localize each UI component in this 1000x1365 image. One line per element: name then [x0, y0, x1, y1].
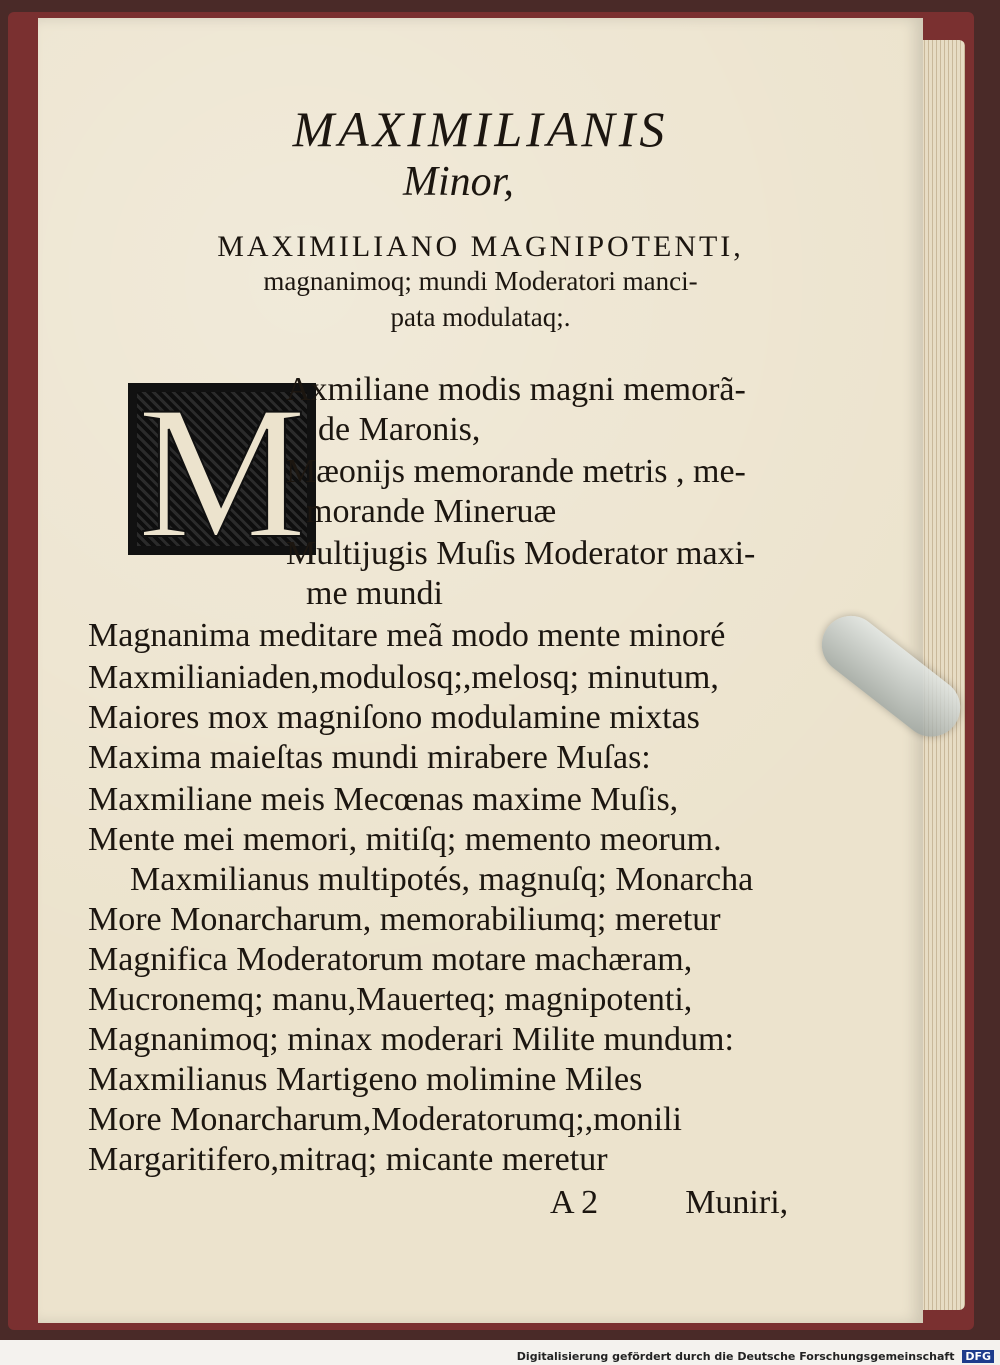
initial-letter: M	[137, 383, 307, 555]
poem-line: Mente mei memori, mitiſq; memento meorum.	[88, 821, 722, 858]
poem-line: Magnifica Moderatorum motare machæram,	[88, 941, 693, 978]
poem-line: Maxmiliane meis Mecœnas maxime Muſis,	[88, 781, 679, 818]
poem-line: Maxima maieſtas mundi mirabere Muſas:	[88, 739, 651, 776]
dfg-logo: DFG	[962, 1350, 994, 1363]
poem-line: Maxmilianiaden,modulosq;,melosq; minutum,	[88, 659, 719, 696]
poem-line: Maxmilianus Martigeno molimine Miles	[88, 1061, 643, 1098]
poem-line: More Monarcharum,Moderatorumq;,monili	[88, 1101, 682, 1138]
poem-line: Margaritifero,mitraq; micante meretur	[88, 1141, 608, 1178]
title-line-2: Minor,	[403, 159, 514, 205]
poem-line: More Monarcharum, memorabiliumq; meretur	[88, 901, 721, 938]
subtitle-line: magnanimoq; mundi Moderatori manci-	[263, 266, 698, 296]
title-line-1: MAXIMILIANIS	[292, 101, 669, 157]
poem-line: Maiores mox magniſono modulamine mixtas	[88, 699, 700, 736]
funding-footer	[517, 1350, 994, 1363]
poem-line: Mæonijs memorande metris , me-	[286, 453, 746, 490]
dedication-heading: MAXIMILIANO MAGNIPOTENTI,	[217, 230, 744, 263]
poem-line: Maxmilianus multipotés, magnuſq; Monarcha	[130, 861, 754, 898]
catchword: Muniri,	[685, 1184, 789, 1221]
funding-text: Digitalisierung gefördert durch die Deutsche Forschungsgemeinschaft	[516, 1350, 955, 1363]
dedication-subtitle	[38, 263, 923, 335]
page-footer-line	[550, 1184, 788, 1222]
poem-line: Magnanimoq; minax moderari Milite mundum:	[88, 1021, 734, 1058]
poem-line: Mucronemq; manu,Mauerteq; magnipotenti,	[88, 981, 693, 1018]
poem-line: Multijugis Muſis Moderator maxi-	[286, 535, 756, 572]
poem-line: de Maronis,	[318, 411, 481, 448]
poem-line: me mundi	[306, 575, 443, 612]
poem-line: Axmiliane modis magni memorã-	[286, 371, 746, 408]
poem-line: morande Mineruæ	[306, 493, 557, 530]
book-page	[38, 18, 923, 1323]
signature-mark: A 2	[550, 1184, 599, 1221]
subtitle-line: pata modulataq;.	[390, 302, 571, 332]
poem-line: Magnanima meditare meã modo mente minoré	[88, 617, 726, 654]
